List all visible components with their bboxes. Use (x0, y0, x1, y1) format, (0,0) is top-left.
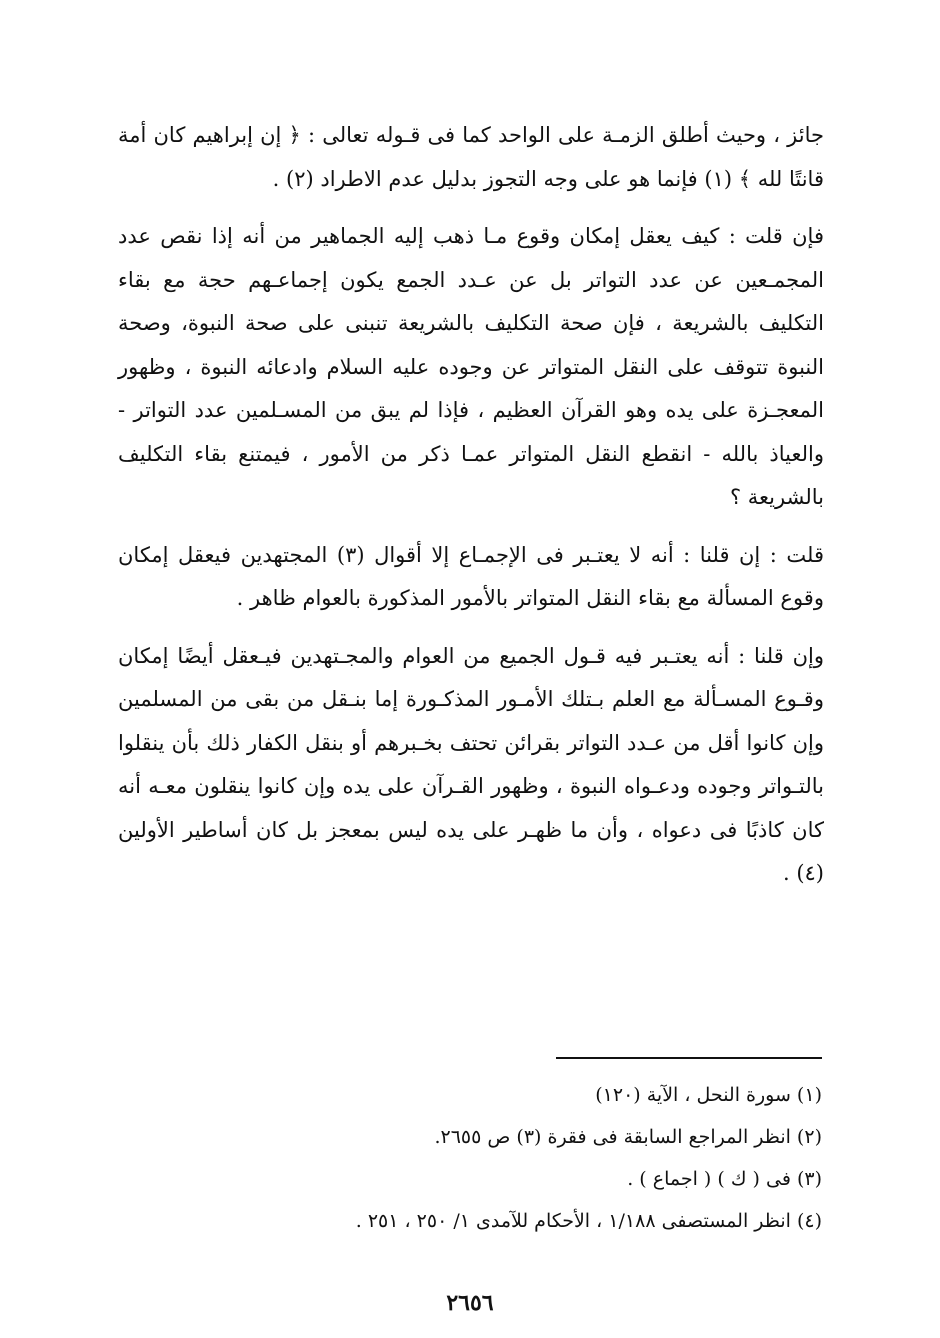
footnote-divider (556, 1057, 822, 1059)
footnote-2: (٢) انظر المراجع السابقة فى فقرة (٣) ص ٢٦٥٥. (434, 1126, 822, 1148)
page-number: ٢٦٥٦ (446, 1290, 494, 1316)
main-text (118, 114, 824, 910)
paragraph-1: جائز ، وحيث أطلق الزمـة على الواحد كما فى قـوله تعالى : ﴿ إن إبراهيم كان أمة قانتًا لله ﴾ (١) فإنما هو على وجه التجوز بدليل عدم الاطراد (٢) . (118, 123, 824, 191)
footnote-4: (٤) انظر المستصفى ١/١٨٨ ، الأحكام للآمدى ١/ ٢٥٠ ، ٢٥١ . (355, 1210, 822, 1232)
paragraph-3: قلت : إن قلنا : أنه لا يعتـبر فى الإجمـاع إلا أقوال (٣) المجتهدين فيعقل إمكان وقوع المسألة مع بقاء النقل المتواتر بالأمور المذكورة بالعوام ظاهر . (118, 542, 824, 610)
footnotes (118, 1074, 822, 1242)
footnote-3: (٣) فى ( ك ) ( اجماع ) . (627, 1168, 822, 1190)
paragraph-4: وإن قلنا : أنه يعتـبر فيه قـول الجميع من العوام والمجـتهدين فيـعقل أيضًا إمكان وقـوع المسـألة مع العلم بـتلك الأمـور المذكـورة إما بنـقل من بقى من المسلمين وإن كانوا أقل من عـدد التواتر بقرائن تحتف بخـبرهم أو بنقل الكفار ذلك بأن ينقلوا بالتـواتر وجوده ودعـواه النبوة ، وظهور القـرآن على يده وإن كانوا ينقلون معـه أنه كان كاذبًا فى دعواه ، وأن ما ظهـر على يده ليس بمعجز بل كان أساطير الأولين (٤) . (118, 643, 824, 885)
footnote-1: (١) سورة النحل ، الآية (١٢٠) (595, 1084, 822, 1106)
paragraph-2: فإن قلت : كيف يعقل إمكان وقوع مـا ذهب إليه الجماهير من أنه إذا نقص عدد المجمـعين عن عدد التواتر بل عن عـدد الجمع يكون إجماعـهم حجة مع بقاء التكليف بالشريعة ، فإن صحة التكليف بالشريعة تنبنى على صحة النبوة، وصحة النبوة تتوقف على النقل المتواتر عن وجوده عليه السلام وادعائه النبوة ، وظهور المعجـزة على يده وهو القرآن العظيم ، فإذا لم يبق من المسـلمين عدد التواتر - والعياذ بالله - انقطع النقل المتواتر عمـا ذكر من الأمور ، فيمتنع بقاء التكليف بالشريعة ؟ (118, 224, 824, 509)
